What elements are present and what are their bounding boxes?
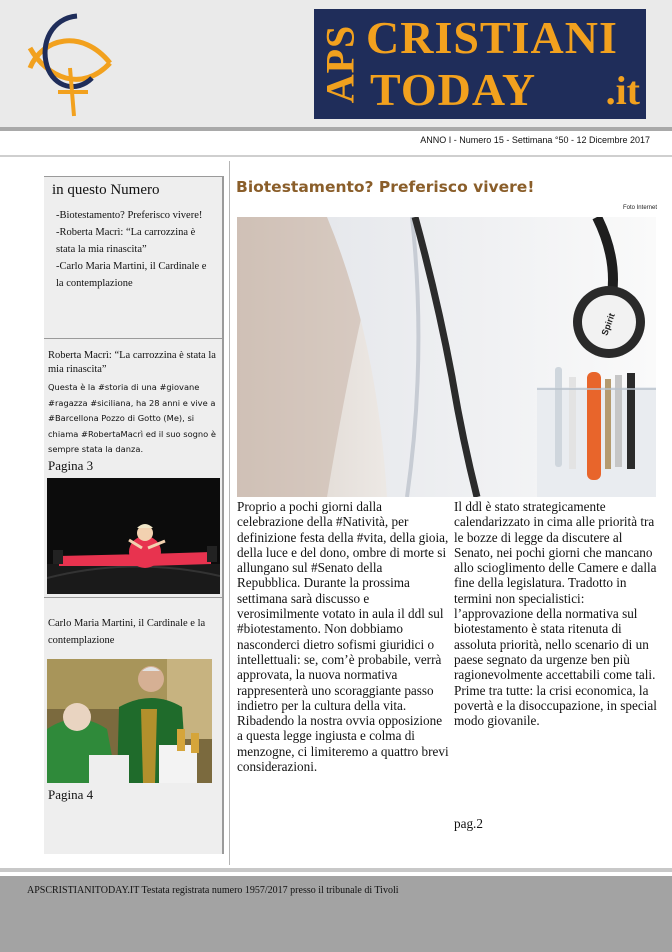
issue-divider <box>0 155 672 157</box>
article-column-right: Il ddl è stato strategicamente calendarizzato in cima alle priorità tra le bozze di legge da discutere al Senato, nei pochi giorni che mancano allo scioglimento delle Camere e dalla fine della legislatura. Tradotto in termini non specialistici: l’approvazione della normativa sul biotestamento è stata ritenuta di assoluta priorità, nello scenario di un paese segnato da urgenze ben più ragionevolmente accettabili come tali. Prime tra tutte: la crisi economica, la povertà e la disoccupazione, in special modo giovanile. <box>454 499 657 729</box>
photo-credit: Foto Internet <box>622 205 657 211</box>
toc-item[interactable]: -Biotestamento? Preferisco vivere! <box>56 210 203 221</box>
teaser-title[interactable]: Roberta Macrì: “La carrozzina è stata la mia rinascita” <box>48 350 216 375</box>
sidebar-divider <box>44 338 222 339</box>
masthead <box>0 0 672 130</box>
article-title: Biotestamento? Preferisco vivere! <box>236 178 535 196</box>
brand-name-line2: TODAY <box>370 64 537 115</box>
teaser-page-ref: Pagina 4 <box>48 787 94 802</box>
toc-title: in questo Numero <box>52 182 160 198</box>
footer-text: APSCRISTIANITODAY.IT Testata registrata numero 1957/2017 presso il tribunale di Tivoli <box>27 885 399 896</box>
column-divider <box>229 161 230 865</box>
fish-logo-icon <box>22 8 114 118</box>
footer <box>0 876 672 952</box>
doctor-stethoscope-photo <box>237 217 656 497</box>
brand-tld: .it <box>605 68 640 113</box>
continued-page-ref: pag.2 <box>454 816 483 831</box>
stethoscope-label: Spirit <box>599 311 617 337</box>
teaser-body: Questa è la #storia di una #giovane #ragazza #siciliana, ha 28 anni e vive a #Barcellona Pozzo di Gotto (Me), si chiama #RobertaMacrì ed il suo sogno è sempre stata la danza. <box>48 382 217 454</box>
brand-aps: APS <box>317 24 363 104</box>
brand-logo <box>314 9 646 119</box>
cardinal-photo <box>47 659 212 783</box>
dancer-photo <box>47 478 220 594</box>
toc-item[interactable]: -Carlo Maria Martini, il Cardinale e la contemplazione <box>56 261 207 289</box>
teaser-page-ref: Pagina 3 <box>48 458 94 473</box>
issue-line: ANNO I - Numero 15 - Settimana °50 - 12 Dicembre 2017 <box>420 135 650 145</box>
brand-name-line1: CRISTIANI <box>366 12 618 63</box>
sidebar <box>44 176 224 854</box>
toc-list <box>56 207 216 292</box>
footer-divider <box>0 868 672 872</box>
toc-item[interactable]: -Roberta Macrì: “La carrozzina è stata la mia rinascita” <box>56 227 196 255</box>
sidebar-divider <box>44 597 222 598</box>
article-column-left: Proprio a pochi giorni dalla celebrazione della #Natività, per definizione festa della #vita, della gioia, della luce e del dono, ombre di morte si allungano sul #Senato della Repubblica. Durante la prossima settimana sarà discusso e verosimilmente votato in aula il ddl sul #biotestamento. Non dobbiamo nasconderci dietro sofismi giuridici o intellettuali: se, com’è probabile, verrà approvata, la nuova normativa rappresenterà uno scoraggiante passo indietro per la cultura della vita. Ribadendo la nostra ovvia opposizione a questa legge ingiusta e colma di menzogne, ci limiteremo a quattro brevi considerazioni. <box>237 499 449 775</box>
teaser-title[interactable]: Carlo Maria Martini, il Cardinale e la contemplazione <box>48 618 206 646</box>
header-divider <box>0 127 672 131</box>
